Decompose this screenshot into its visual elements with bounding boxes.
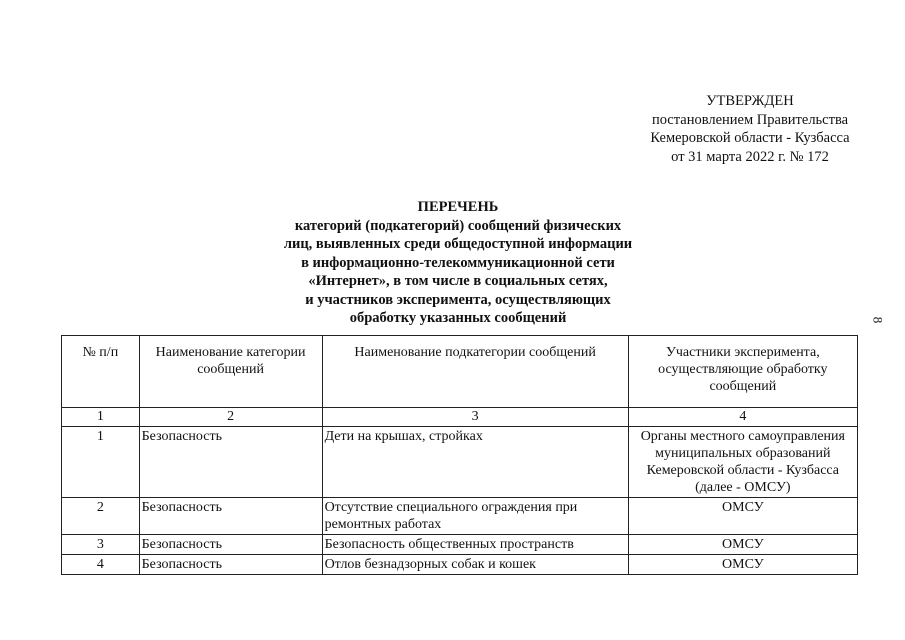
table-row (62, 427, 858, 498)
header-cell: № п/п (62, 336, 140, 408)
categories-table (61, 335, 858, 575)
subcategory-cell: Отлов безнадзорных собак и кошек (322, 555, 628, 575)
approval-heading: УТВЕРЖДЕН (706, 93, 794, 109)
approval-line: постановлением Правительства (651, 111, 849, 128)
document-title (262, 198, 654, 328)
column-number-row (62, 408, 858, 427)
table-row (62, 498, 858, 535)
title-line: «Интернет», в том числе в социальных сетях, (308, 273, 608, 289)
row-number: 4 (62, 555, 140, 575)
header-cell: Наименование категории сообщений (139, 336, 322, 408)
subcategory-cell: Отсутствие специального ограждения при ремонтных работах (322, 498, 628, 535)
title-line: категорий (подкатегорий) сообщений физических (294, 217, 622, 234)
subcategory-cell: Безопасность общественных пространств (322, 535, 628, 555)
page-number: 8 (870, 316, 886, 324)
table-header-row (62, 336, 858, 408)
category-cell: Безопасность (139, 498, 322, 535)
subcategory-cell: Дети на крышах, стройках (322, 427, 628, 498)
title-line: обработку указанных сообщений (349, 310, 567, 326)
participants-cell: Органы местного самоуправления муниципальных образований Кемеровской области - Кузбасса (далее - ОМСУ) (628, 427, 857, 498)
row-number: 2 (62, 498, 140, 535)
title-line: лиц, выявленных среди общедоступной информации (283, 236, 633, 252)
approval-date: от 31 марта 2022 г. № 172 (671, 148, 829, 165)
column-number: 3 (322, 408, 628, 427)
title-heading: ПЕРЕЧЕНЬ (417, 199, 499, 215)
participants-cell: ОМСУ (628, 535, 857, 555)
header-cell: Наименование подкатегории сообщений (322, 336, 628, 408)
table-row (62, 535, 858, 555)
header-cell: Участники эксперимента, осуществляющие обработку сообщений (628, 336, 857, 408)
approval-line: Кемеровской области - Кузбасса (650, 130, 850, 146)
category-cell: Безопасность (139, 535, 322, 555)
category-cell: Безопасность (139, 555, 322, 575)
participants-cell: ОМСУ (628, 498, 857, 535)
approval-block (630, 92, 870, 166)
row-number: 1 (62, 427, 140, 498)
table-row (62, 555, 858, 575)
column-number: 1 (62, 408, 140, 427)
participants-cell: ОМСУ (628, 555, 857, 575)
row-number: 3 (62, 535, 140, 555)
column-number: 4 (628, 408, 857, 427)
title-line: и участников эксперимента, осуществляющих (305, 291, 611, 308)
title-line: в информационно-телекоммуникационной сети (301, 254, 615, 271)
column-number: 2 (139, 408, 322, 427)
category-cell: Безопасность (139, 427, 322, 498)
